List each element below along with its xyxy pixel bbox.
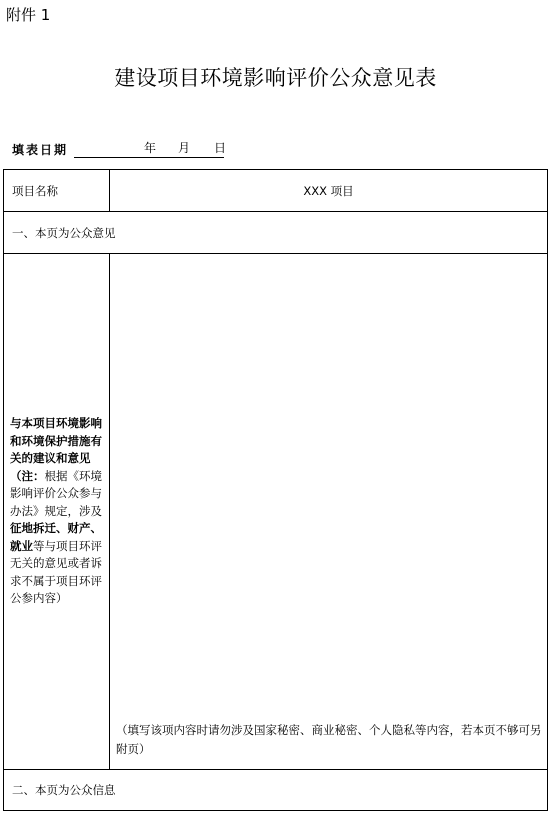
page-title: 建设项目环境影响评价公众意见表 — [114, 66, 437, 90]
project-name-row — [4, 170, 547, 212]
section1-heading: 一、本页为公众意见 — [4, 212, 547, 254]
date-day-label: 日 — [214, 141, 227, 155]
opinion-label-part2: 根据《环境影响评价公众参与办法》规定，涉及 — [10, 468, 102, 518]
opinion-label-part1: 与本项目环境影响和环境保护措施有关的建议和意见（注： — [10, 416, 102, 483]
project-name-value[interactable]: XXX 项目 — [303, 183, 354, 198]
project-name-label: 项目名称 — [4, 170, 110, 211]
date-row — [12, 141, 227, 158]
section2-heading: 二、本页为公众信息 — [12, 783, 116, 797]
date-year-label: 年 — [144, 141, 157, 155]
opinion-note: （填写该项内容时请勿涉及国家秘密、商业秘密、个人隐私等内容，若本页不够可另附页） — [116, 723, 542, 756]
date-label: 填表日期 — [12, 143, 69, 157]
opinion-form-table — [3, 169, 548, 811]
date-field[interactable] — [74, 141, 227, 158]
attachment-label: 附件 1 — [6, 6, 51, 24]
opinion-label-part4: 等与项目环评无关的意见或者诉求不属于项目环评公参内容） — [10, 538, 102, 606]
date-month-label: 月 — [178, 141, 191, 155]
opinion-row — [4, 254, 547, 770]
opinion-label — [4, 254, 110, 769]
opinion-input-area[interactable] — [110, 254, 547, 769]
opinion-label-part3: 征地拆迁、财产、就业 — [10, 521, 102, 553]
